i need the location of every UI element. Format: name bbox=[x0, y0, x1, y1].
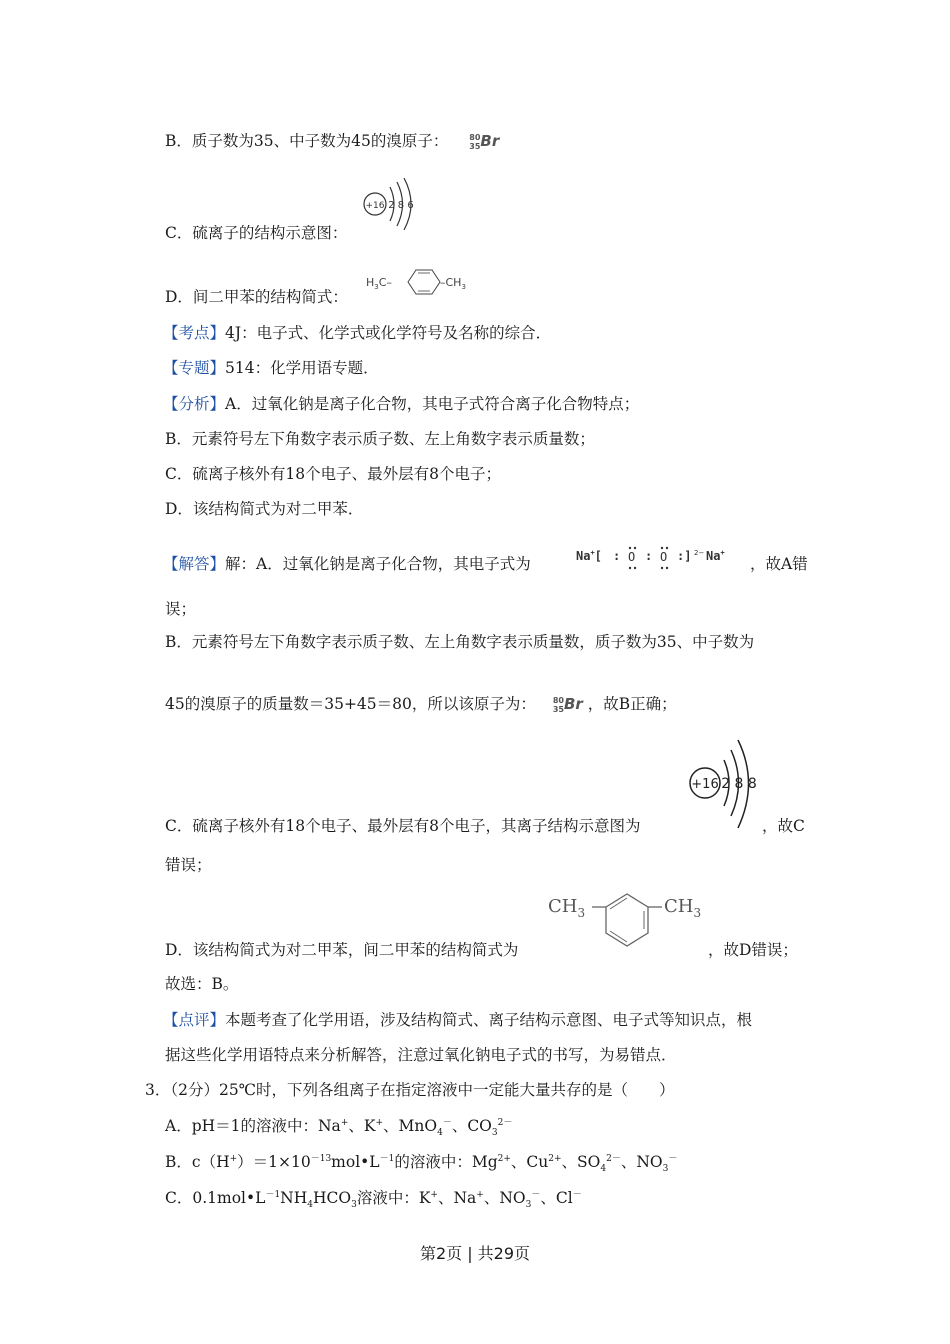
dianping-line2: 据这些化学用语特点来分析解答，注意过氧化钠电子式的书写，为易错点． bbox=[165, 1046, 677, 1064]
question-3-option-c: C．$0.1mol•L^{-1}NH_4HCO_3$溶液中：K+、Na+、$NO_3^-$、Cl－ bbox=[165, 1189, 582, 1211]
jieda-d1: D．该结构简式为对二甲苯，间二甲苯的结构简式为 bbox=[165, 941, 519, 959]
meta-xylene-structure-large bbox=[548, 878, 708, 958]
fenxi-tag: 【分析】 bbox=[163, 395, 226, 413]
svg-text:CH3: $CH_3$ bbox=[548, 896, 586, 920]
fenxi-line: 【分析】A．过氧化钠是离子化合物，其电子式符合离子化合物特点； bbox=[163, 395, 640, 413]
jieda-c1: C．硫离子核外有18个电子、最外层有8个电子，其离子结构示意图为 bbox=[165, 817, 641, 835]
option-b: B．质子数为35、中子数为45的溴原子： 80 35Br bbox=[165, 132, 500, 151]
question-3-stem: 3．（2分）25℃时，下列各组离子在指定溶液中一定能大量共存的是（ ） bbox=[145, 1081, 675, 1099]
kaodian-line: 【考点】4J：电子式、化学式或化学符号及名称的综合． bbox=[163, 324, 552, 342]
svg-text:CH3: $CH_3$ bbox=[664, 896, 702, 920]
option-d: D．间二甲苯的结构简式： bbox=[165, 288, 348, 306]
fenxi-c: C．硫离子核外有18个电子、最外层有8个电子； bbox=[165, 465, 501, 483]
sodium-peroxide-electron-formula bbox=[576, 544, 744, 574]
jieda-b2: 45的溴原子的质量数＝35+45＝80，所以该原子为： 80 35Br ，故B正确； bbox=[165, 695, 677, 714]
sulfur-atom-diagram-small bbox=[360, 173, 422, 233]
question-3-option-a: A．pH＝1的溶液中：Na+、K+、MnO$_4$－、$CO_3^{2-}$ bbox=[165, 1117, 513, 1139]
bromine-isotope-symbol: 80 35Br bbox=[469, 132, 500, 151]
svg-text:Na+: Na+ bbox=[706, 549, 725, 563]
nucleus-charge-large: +16 bbox=[691, 777, 719, 792]
fenxi-b: B．元素符号左下角数字表示质子数、左上角数字表示质量数； bbox=[165, 430, 595, 448]
jieda-c1-end: ，故C bbox=[762, 817, 805, 835]
bromine-isotope-symbol-2: 80 35Br bbox=[552, 695, 583, 714]
jieda-tag: 【解答】 bbox=[163, 555, 226, 573]
jieda-select: 故选：B。 bbox=[165, 975, 239, 993]
dianping-line: 【点评】本题考查了化学用语，涉及结构简式、离子结构示意图、电子式等知识点，根 bbox=[163, 1011, 753, 1029]
electron-shells-large: 2 8 8 bbox=[721, 776, 757, 792]
svg-text::: : bbox=[613, 549, 621, 563]
svg-text:O: O bbox=[660, 550, 668, 564]
sulfide-ion-diagram-large bbox=[686, 736, 762, 832]
jieda-d1-end: ，故D错误； bbox=[708, 941, 798, 959]
electron-shells: 2 8 6 bbox=[388, 200, 414, 211]
svg-text:2−: 2− bbox=[694, 549, 705, 557]
svg-text::: : bbox=[645, 549, 653, 563]
zhuanti-tag: 【专题】 bbox=[163, 359, 226, 377]
question-3-option-b: B．$c(H^+)=1\times 10^{-13}mol•L^{-1}$的溶液中：$Mg^{2+}$、$Cu^{2+}$、$SO_4^{2-}$、$NO_3^-$ bbox=[165, 1153, 678, 1175]
jieda-b1: B．元素符号左下角数字表示质子数、左上角数字表示质量数，质子数为35、中子数为 bbox=[165, 633, 755, 651]
jieda-a-end: ，故A错 bbox=[750, 555, 808, 573]
jieda-a-end2: 误； bbox=[165, 600, 197, 618]
svg-text:–CH3: $-CH_3$ bbox=[440, 276, 466, 291]
fenxi-d: D．该结构简式为对二甲苯． bbox=[165, 500, 364, 518]
jieda-c2: 错误； bbox=[165, 856, 212, 874]
nucleus-charge: +16 bbox=[365, 201, 385, 211]
kaodian-tag: 【考点】 bbox=[163, 324, 226, 342]
jieda-line-a: 【解答】解：A．过氧化钠是离子化合物，其电子式为 bbox=[163, 555, 531, 573]
svg-text::]: :] bbox=[677, 549, 692, 563]
option-c: C．硫离子的结构示意图： bbox=[165, 224, 348, 242]
zhuanti-line: 【专题】514：化学用语专题． bbox=[163, 359, 379, 377]
dianping-tag: 【点评】 bbox=[163, 1011, 226, 1029]
svg-text:Na+[: Na+[ bbox=[576, 549, 602, 563]
para-xylene-structure-small bbox=[366, 264, 466, 300]
svg-text:H3C–: $H_3C-$ bbox=[366, 276, 392, 291]
svg-text:O: O bbox=[628, 550, 636, 564]
page-footer: 第2页 | 共29页 bbox=[419, 1244, 531, 1263]
